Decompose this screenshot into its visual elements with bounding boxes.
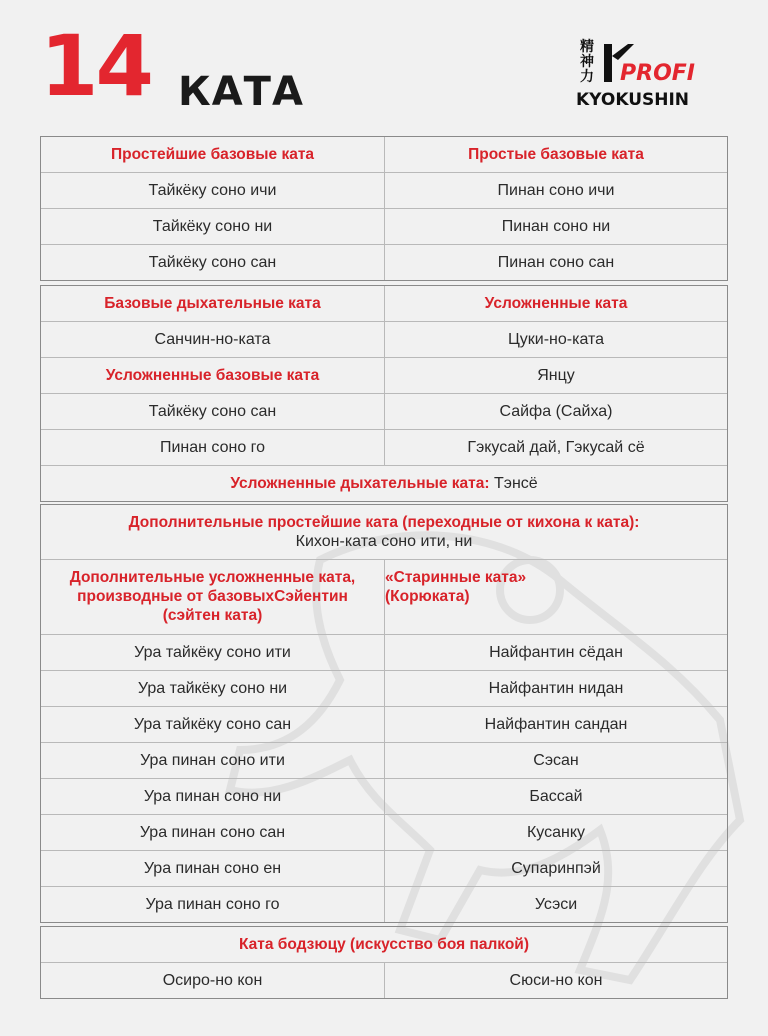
footer-label: Усложненные дыхательные ката: [230, 474, 490, 492]
table-cell: Тайкёку соно сан [148, 402, 277, 420]
column-heading [384, 560, 727, 634]
table-row [41, 321, 727, 357]
table-cell: Сюси-но кон [384, 963, 727, 998]
table-cell: Цуки-но-ката [384, 322, 727, 357]
table-row [41, 670, 727, 706]
table-head-row [41, 137, 727, 172]
kanji-3: 力 [580, 69, 594, 85]
column-heading: Базовые дыхательные ката [104, 294, 321, 312]
table-cell: Санчин-но-ката [154, 330, 271, 348]
table-cell: Найфантин сандан [384, 707, 727, 742]
table-cell: Супаринпэй [384, 851, 727, 886]
section-heading: Ката бодзюцу (искусство боя палкой) [238, 935, 529, 953]
table-cell: Найфантин нидан [384, 671, 727, 706]
table-additional-kata [40, 504, 728, 923]
table-cell: Сайфа (Сайха) [384, 394, 727, 429]
section-heading: Усложненные базовые ката [105, 366, 320, 384]
table-row [41, 393, 727, 429]
table-row [41, 962, 727, 998]
table-row [41, 429, 727, 465]
table-cell: Янцу [384, 358, 727, 393]
table-row [41, 850, 727, 886]
table-cell: Пинан соно сан [384, 245, 727, 280]
table-cell: Гэкусай дай, Гэкусай сё [384, 430, 727, 465]
title-number: 14 [40, 17, 151, 115]
table-row [41, 706, 727, 742]
table-row [41, 208, 727, 244]
table-cell: Ура тайкёку соно ни [137, 679, 288, 697]
top-cell [41, 505, 727, 559]
table-cell: Бассай [384, 779, 727, 814]
table-cell: Пинан соно ичи [384, 173, 727, 208]
table-cell: Тайкёку соно сан [148, 253, 277, 271]
table-row [41, 778, 727, 814]
table-row [41, 172, 727, 208]
table-cell: Ура пинан соно ен [143, 859, 282, 877]
column-heading: Дополнительные усложненные ката, производные от базовыхСэйентин (сэйтен ката) [69, 569, 356, 624]
table-cell: Ура тайкёку соно ити [134, 643, 291, 661]
table-cell: Тайкёку соно ичи [148, 181, 277, 199]
logo-profi: PROFI [620, 61, 695, 86]
top-heading: Дополнительные простейшие ката (переходные от кихона к ката): [128, 514, 640, 531]
table-cell: Ура пинан соно сан [139, 823, 286, 841]
old-kata-title: «Старинные ката» [385, 569, 527, 586]
old-kata-subtitle: (Корюката) [385, 588, 470, 605]
table-cell: Ура пинан соно ити [140, 751, 285, 769]
table-row [41, 357, 727, 393]
table-row [41, 814, 727, 850]
table-head-row [41, 286, 727, 321]
table-basic-kata [40, 136, 728, 281]
table-row [41, 742, 727, 778]
footer-value: Тэнсё [494, 474, 538, 492]
kanji-2: 神 [580, 54, 594, 70]
table-cell: Ура тайкёку соно сан [133, 715, 292, 733]
table-bojutsu-kata [40, 926, 728, 999]
footer-cell [41, 466, 727, 501]
table-cell: Пинан соно ни [384, 209, 727, 244]
table-cell: Кусанку [384, 815, 727, 850]
table-row [41, 886, 727, 922]
table-row [41, 244, 727, 280]
table-advanced-kata [40, 285, 728, 502]
column-heading: Усложненные ката [384, 286, 727, 321]
table-row [41, 634, 727, 670]
table-cell: Усэси [384, 887, 727, 922]
table-top-row [41, 505, 727, 559]
top-value: Кихон-ката соно ити, ни [295, 533, 473, 550]
table-cell: Тайкёку соно ни [152, 217, 273, 235]
table-cell: Сэсан [384, 743, 727, 778]
table-cell: Осиро-но кон [162, 971, 263, 989]
column-heading: Простейшие базовые ката [110, 145, 315, 163]
table-cell: Ура пинан соно го [145, 895, 280, 913]
table-cell: Пинан соно го [159, 438, 266, 456]
table-cell: Ура пинан соно ни [143, 787, 282, 805]
table-cell: Найфантин сёдан [384, 635, 727, 670]
kanji-1: 精 [580, 39, 594, 55]
brand-logo [576, 40, 736, 114]
table-head-row [41, 927, 727, 962]
page-header [0, 0, 768, 130]
logo-kyokushin: KYOKUSHIN [576, 90, 690, 110]
table-footer-row [41, 465, 727, 501]
title-word: КАТА [178, 69, 304, 115]
table-head-row [41, 559, 727, 634]
logo-kanji [576, 40, 598, 85]
column-heading: Простые базовые ката [384, 137, 727, 172]
